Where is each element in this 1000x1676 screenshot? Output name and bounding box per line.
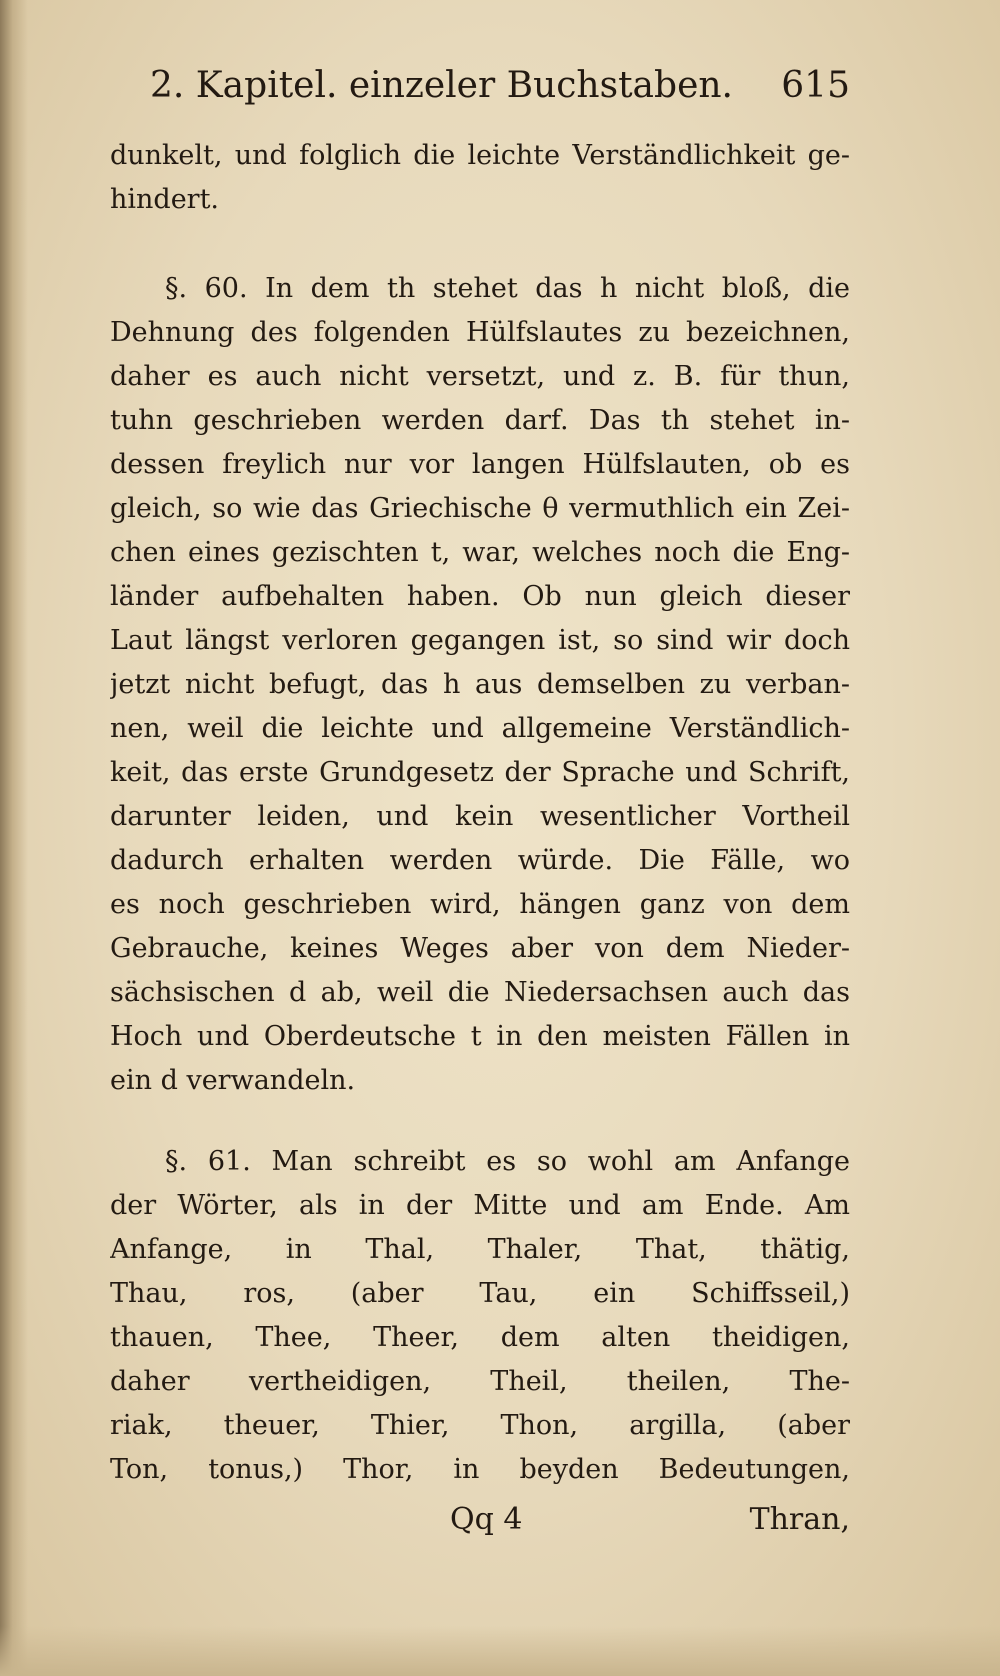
text-line: dadurch erhalten werden würde. Die Fälle, wo	[110, 845, 850, 876]
paragraph-60-start: §. 60. In dem th stehet das h nicht bloß, die	[165, 273, 850, 304]
catchword: Thran,	[749, 1502, 850, 1537]
text-line: darunter leiden, und kein wesentlicher Vortheil	[110, 801, 850, 832]
text-line: dessen freylich nur vor langen Hülfslauten, ob es	[110, 449, 850, 480]
text-line: der Wörter, als in der Mitte und am Ende. Am	[110, 1190, 850, 1221]
text-line: Ton, tonus,) Thor, in beyden Bedeutungen,	[110, 1454, 850, 1485]
page-edge	[0, 1626, 1000, 1676]
text-line: jetzt nicht befugt, das h aus demselben zu verban-	[110, 669, 850, 700]
text-line: daher vertheidigen, Theil, theilen, The-	[110, 1366, 850, 1397]
page-footer	[110, 1495, 850, 1545]
page-number: 615	[781, 65, 850, 106]
running-header	[150, 56, 850, 116]
text-line: gleich, so wie das Griechische θ vermuthlich ein Zei-	[110, 493, 850, 524]
text-line: thauen, Thee, Theer, dem alten theidigen,	[110, 1322, 850, 1353]
text-line: daher es auch nicht versetzt, und z. B. für thun,	[110, 361, 850, 392]
text-line: riak, theuer, Thier, Thon, argilla, (aber	[110, 1410, 850, 1441]
text-line: Hoch und Oberdeutsche t in den meisten Fällen in	[110, 1021, 850, 1052]
text-line: dunkelt, und folglich die leichte Verständlichkeit ge-	[110, 140, 850, 171]
text-line: nen, weil die leichte und allgemeine Verständlich-	[110, 713, 850, 744]
text-line: Dehnung des folgenden Hülfslautes zu bezeichnen,	[110, 317, 850, 348]
text-line: sächsischen d ab, weil die Niedersachsen auch das	[110, 977, 850, 1008]
paragraph-61-start: §. 61. Man schreibt es so wohl am Anfange	[165, 1146, 850, 1177]
signature-mark: Qq 4	[450, 1502, 523, 1537]
text-line: Anfange, in Thal, Thaler, That, thätig,	[110, 1234, 850, 1265]
text-line: keit, das erste Grundgesetz der Sprache und Schrift,	[110, 757, 850, 788]
text-line: es noch geschrieben wird, hängen ganz von dem	[110, 889, 850, 920]
text-line: Gebrauche, keines Weges aber von dem Nieder-	[110, 933, 850, 964]
text-line: ein d verwandeln.	[110, 1065, 356, 1096]
text-line: hindert.	[110, 184, 220, 215]
text-line: Laut längst verloren gegangen ist, so sind wir doch	[110, 625, 850, 656]
header-title: 2. Kapitel. einzeler Buchstaben.	[150, 65, 733, 106]
text-line: chen eines gezischten t, war, welches noch die Eng-	[110, 537, 850, 568]
text-line: länder aufbehalten haben. Ob nun gleich dieser	[110, 581, 850, 612]
text-line: Thau, ros, (aber Tau, ein Schiffsseil,)	[110, 1278, 850, 1309]
binding-shadow	[0, 0, 28, 1676]
text-line: tuhn geschrieben werden darf. Das th stehet in-	[110, 405, 850, 436]
